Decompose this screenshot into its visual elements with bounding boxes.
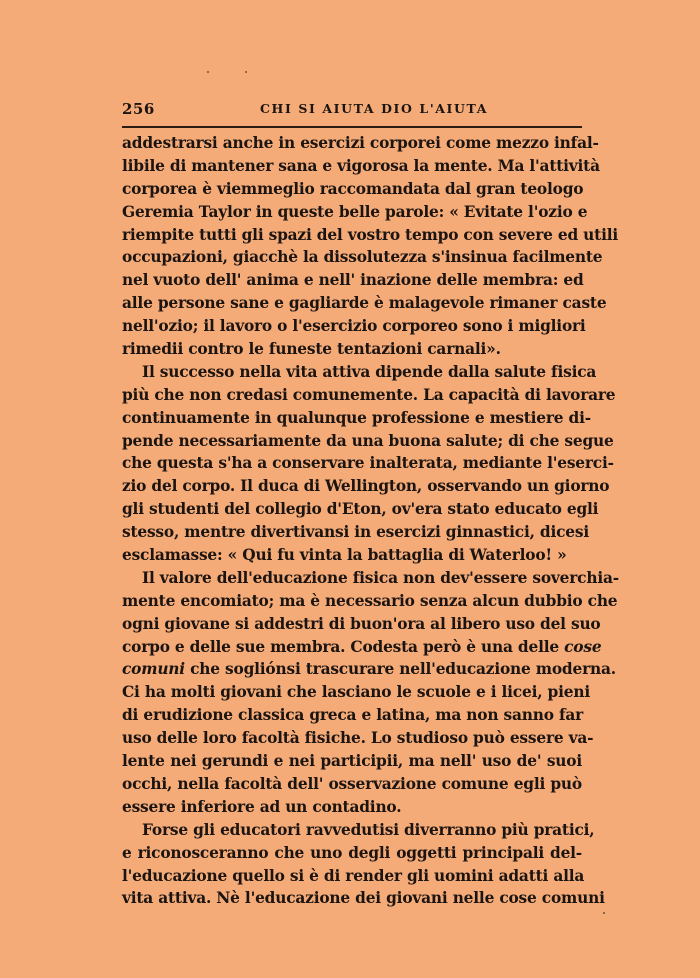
text-line: uso delle loro facoltà fisiche. Lo studioso può essere va- bbox=[122, 729, 594, 748]
text-line: l'educazione quello si è di render gli uomini adatti alla bbox=[122, 866, 585, 885]
text-line: esclamasse: « Qui fu vinta la battaglia di Waterloo! » bbox=[122, 546, 567, 565]
running-head: CHI SI AIUTA DIO L'AIUTA bbox=[260, 101, 489, 116]
text-line: nell'ozio; il lavoro o l'esercizio corporeo sono i migliori bbox=[122, 317, 586, 336]
text-line: occupazioni, giacchè la dissolutezza s'insinua facilmente bbox=[122, 248, 603, 267]
text-line: pende necessariamente da una buona salute; di che segue bbox=[122, 431, 614, 450]
page-header bbox=[122, 100, 582, 118]
text-line: Il valore dell'educazione fisica non dev'essere soverchia- bbox=[142, 568, 619, 587]
text-line: e riconosceranno che uno degli oggetti principali del- bbox=[122, 843, 582, 862]
text-line: Geremia Taylor in queste belle parole: « Evitate l'ozio e bbox=[122, 202, 588, 221]
text-line: alle persone sane e gagliarde è malagevole rimaner caste bbox=[122, 294, 607, 313]
text-line-head: corpo e delle sue membra. Codesta però è una delle bbox=[122, 637, 559, 656]
text-line: libile di mantener sana e vigorosa la mente. Ma l'attività bbox=[122, 156, 600, 175]
print-speck bbox=[245, 71, 247, 73]
text-line: zio del corpo. Il duca di Wellington, osservando un giorno bbox=[122, 477, 610, 496]
text-line: ogni giovane si addestri di buon'ora al libero uso del suo bbox=[122, 614, 601, 633]
text-line: più che non credasi comunemente. La capacità di lavorare bbox=[122, 385, 616, 404]
italic-term: comuni bbox=[122, 660, 185, 679]
print-speck bbox=[207, 71, 209, 73]
text-line: occhi, nella facoltà dell' osservazione comune egli può bbox=[122, 774, 582, 793]
text-line: mente encomiato; ma è necessario senza alcun dubbio che bbox=[122, 591, 618, 610]
page-number: 256 bbox=[122, 100, 155, 118]
text-line: Forse gli educatori ravvedutisi diverranno più pratici, bbox=[142, 820, 595, 839]
text-line: che questa s'ha a conservare inalterata, mediante l'eserci- bbox=[122, 454, 614, 473]
text-line bbox=[122, 636, 602, 659]
print-speck bbox=[603, 912, 605, 914]
text-line: Ci ha molti giovani che lasciano le scuole e i licei, pieni bbox=[122, 683, 590, 702]
text-line: riempite tutti gli spazi del vostro tempo con severe ed utili bbox=[122, 225, 619, 244]
text-line: stesso, mentre divertivansi in esercizi ginnastici, dicesi bbox=[122, 523, 590, 542]
body-text bbox=[122, 132, 619, 910]
text-line: Il successo nella vita attiva dipende dalla salute fisica bbox=[142, 362, 597, 381]
header-rule bbox=[122, 126, 582, 128]
text-line: vita attiva. Nè l'educazione dei giovani nelle cose comuni bbox=[122, 889, 605, 908]
text-line: lente nei gerundi e nei participii, ma nell' uso de' suoi bbox=[122, 752, 582, 771]
text-line: essere inferiore ad un contadino. bbox=[122, 797, 402, 816]
text-line: rimedii contro le funeste tentazioni carnali». bbox=[122, 340, 501, 359]
text-line: di erudizione classica greca e latina, ma non sanno far bbox=[122, 706, 584, 725]
text-line: corporea è viemmeglio raccomandata dal gran teologo bbox=[122, 179, 584, 198]
text-line: nel vuoto dell' anima e nell' inazione delle membra: ed bbox=[122, 271, 584, 290]
text-line-tail: che sogliónsi trascurare nell'educazione moderna. bbox=[190, 660, 616, 679]
italic-term: cose bbox=[564, 637, 602, 656]
text-line: gli studenti del collegio d'Eton, ov'era stato educato egli bbox=[122, 500, 599, 519]
text-line: continuamente in qualunque professione e mestiere di- bbox=[122, 408, 591, 427]
text-line bbox=[122, 658, 616, 681]
text-line: addestrarsi anche in esercizi corporei come mezzo infal- bbox=[122, 134, 599, 152]
